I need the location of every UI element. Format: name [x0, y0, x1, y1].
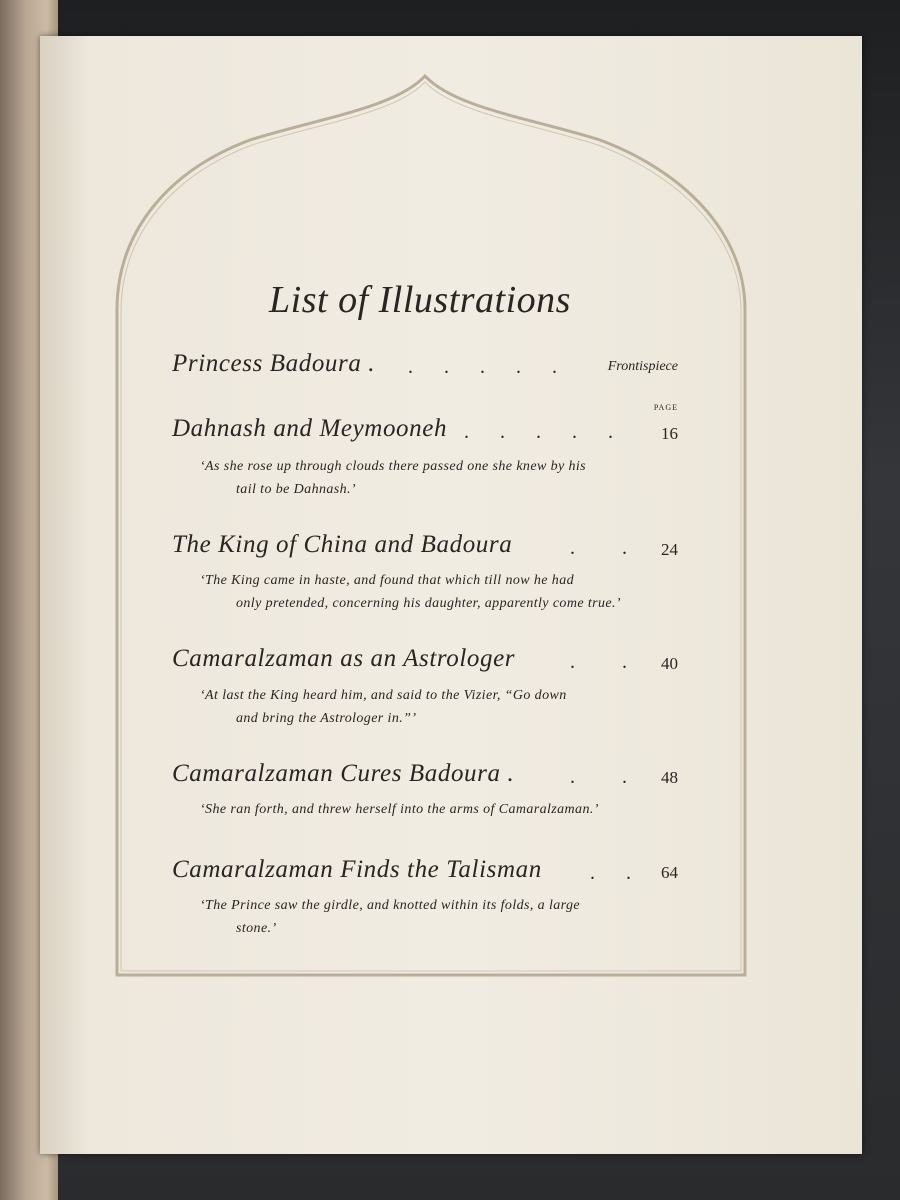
caption-line: ‘The Prince saw the girdle, and knotted within its folds, a large [200, 898, 580, 913]
entry-caption [200, 684, 640, 730]
entry-page: 24 [661, 540, 678, 559]
leader-dots: . . [570, 537, 627, 559]
entry-title: Camaralzaman as an Astrologer [172, 645, 516, 672]
entry-title: Camaralzaman Cures Badoura . [172, 760, 515, 787]
leader-dots: . . . . . [464, 421, 613, 443]
leader-dots: . . [570, 766, 627, 788]
caption-line: only pretended, concerning his daughter, apparently come true.’ [236, 596, 621, 611]
leader-dots: . . [570, 651, 627, 673]
frontispiece-title: Princess Badoura . [172, 350, 376, 377]
caption-line: ‘At last the King heard him, and said to the Vizier, “Go down [200, 688, 567, 703]
entry-caption [200, 455, 640, 501]
entry-title: Dahnash and Meymooneh [172, 415, 448, 442]
caption-line: ‘The King came in haste, and found that which till now he had [200, 573, 574, 588]
caption-line: ‘She ran forth, and threw herself into the arms of Camaralzaman.’ [200, 802, 599, 817]
entry-title: Camaralzaman Finds the Talisman [172, 856, 542, 883]
caption-line: ‘As she rose up through clouds there passed one she knew by his [200, 459, 587, 474]
leader-dots: . . [590, 862, 631, 884]
entry-page: 48 [661, 768, 678, 787]
caption-line: tail to be Dahnash.’ [236, 482, 356, 497]
entry-page: 40 [661, 654, 678, 673]
page-heading: List of Illustrations [269, 279, 571, 321]
entry-caption [200, 569, 640, 615]
entry-caption [200, 894, 640, 940]
entry-page: 16 [661, 424, 678, 443]
caption-line: stone.’ [236, 921, 277, 936]
caption-line: and bring the Astrologer in.”’ [236, 711, 417, 726]
page-column-label: PAGE [653, 403, 678, 412]
leader-dots: . . . . . [408, 356, 557, 378]
entry-page: 64 [661, 863, 678, 882]
entry-title: The King of China and Badoura [172, 531, 513, 558]
frontispiece-label: Frontispiece [607, 359, 678, 374]
entry-caption [200, 798, 640, 821]
